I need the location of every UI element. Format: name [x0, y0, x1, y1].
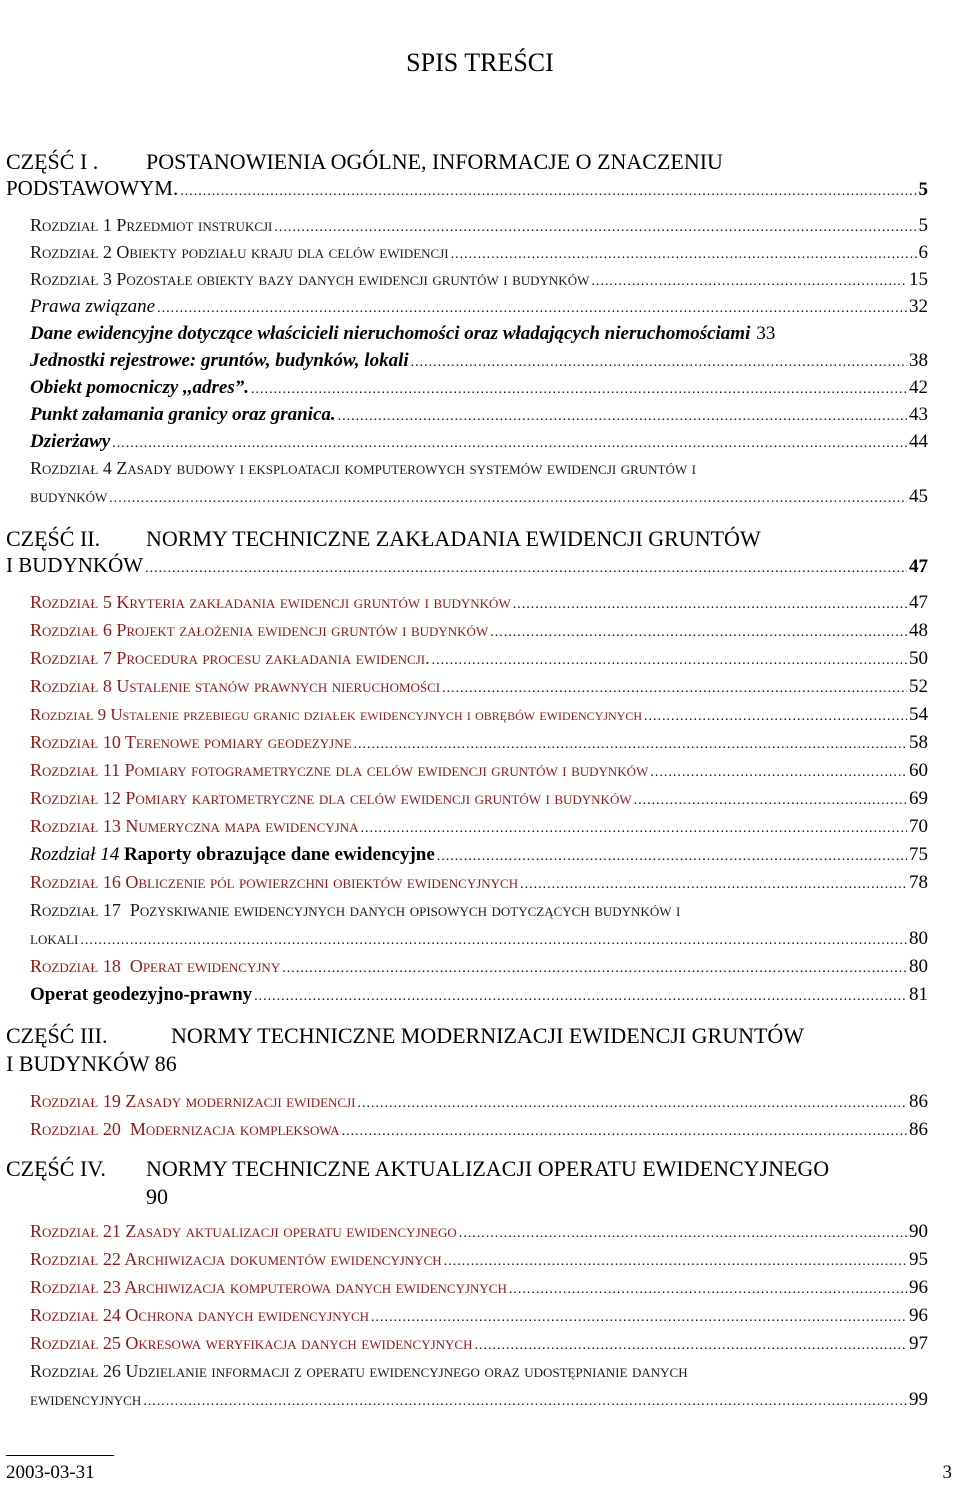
toc-entry[interactable] [30, 676, 928, 702]
page-number: 32 [909, 296, 928, 317]
page-number: 50 [909, 648, 928, 669]
page-number: 52 [909, 676, 928, 697]
toc-entry-text: ewidencyjnych [30, 1389, 142, 1409]
toc-entry[interactable] [30, 648, 928, 674]
toc-entry[interactable] [30, 1221, 928, 1247]
page-number: 90 [909, 1221, 928, 1242]
toc-entry-text: Rozdział 12 Pomiary kartometryczne dla celów ewidencji gruntów i budynków [30, 788, 632, 808]
page-number: 45 [909, 486, 928, 507]
leader-dots [338, 409, 907, 425]
toc-entry-text: Rozdział 23 Archiwizacja komputerowa danych ewidencyjnych [30, 1277, 507, 1297]
page-number: 38 [909, 350, 928, 371]
leader-dots [650, 765, 907, 781]
leader-dots [112, 436, 907, 452]
page-number: 6 [918, 242, 928, 263]
leader-dots [354, 737, 907, 753]
part-2-label: CZĘŚĆ II. [6, 526, 101, 551]
leader-dots [360, 821, 907, 837]
part-1-entry[interactable] [6, 176, 928, 202]
page-number: 99 [909, 1389, 928, 1410]
toc-entry-text: budynków [30, 486, 108, 506]
toc-entry[interactable] [30, 704, 928, 730]
toc-entry-text: Rozdział 18 Operat ewidencyjny [30, 956, 281, 976]
part-3-label: CZĘŚĆ III. [6, 1023, 108, 1048]
page-number: 78 [909, 872, 928, 893]
leader-dots [634, 793, 907, 809]
leader-dots [432, 653, 907, 669]
toc-entry[interactable] [30, 323, 928, 349]
leader-dots [157, 301, 907, 317]
page-number: 81 [909, 984, 928, 1005]
leader-dots [475, 1338, 908, 1354]
toc-entry[interactable] [30, 296, 928, 322]
leader-dots [180, 184, 916, 200]
toc-entry-text: Dane ewidencyjne dotyczące właścicieli nieruchomości oraz władających nieruchomościami [30, 323, 751, 344]
part-3-heading-cont [6, 1050, 926, 1078]
toc-entry-text: Rozdział 17 Pozyskiwanie ewidencyjnych danych opisowych dotyczących budynków i [30, 900, 681, 920]
page-number: 5 [918, 215, 928, 236]
toc-entry[interactable] [30, 1305, 928, 1331]
leader-dots [444, 1254, 907, 1270]
toc-entry[interactable] [30, 788, 928, 814]
page-number: 86 [909, 1119, 928, 1140]
part-2-title-cont: I BUDYNKÓW [6, 553, 144, 577]
leader-dots [513, 597, 907, 613]
toc-entry-text: Rozdział 6 Projekt założenia ewidencji gruntów i budynków [30, 620, 489, 640]
part-4-heading [6, 1155, 926, 1183]
footer-date: 2003-03-31 [6, 1462, 95, 1483]
page-number: 15 [909, 269, 928, 290]
toc-entry-line1[interactable] [30, 1361, 928, 1387]
toc-entry[interactable] [30, 956, 928, 982]
page-number: 42 [909, 377, 928, 398]
toc-entry[interactable] [30, 242, 928, 268]
toc-entry[interactable] [30, 592, 928, 618]
toc-entry-text: Rozdział 20 Modernizacja kompleksowa [30, 1119, 340, 1139]
toc-entry[interactable] [30, 1091, 928, 1117]
leader-dots [644, 709, 907, 725]
toc-entry-text: Rozdział 7 Procedura procesu zakładania ewidencji. [30, 648, 430, 668]
toc-entry[interactable] [30, 872, 928, 898]
leader-dots [145, 561, 907, 577]
part-2-heading [6, 525, 926, 553]
toc-entry-text: Rozdział 2 Obiekty podziału kraju dla celów ewidencji [30, 242, 449, 262]
toc-entry[interactable] [30, 844, 928, 870]
page-number: 80 [909, 956, 928, 977]
leader-dots [520, 877, 907, 893]
toc-entry-text: Prawa związane [30, 296, 156, 317]
toc-entry-text: Dzierżawy [30, 431, 111, 452]
toc-entry-line1[interactable] [30, 458, 928, 484]
toc-entry-text: Rozdział 24 Ochrona danych ewidencyjnych [30, 1305, 370, 1325]
page-number: 43 [909, 404, 928, 425]
toc-entry-text: Rozdział 14 [30, 844, 124, 865]
toc-entry-text: Rozdział 26 Udzielanie informacji z operatu ewidencyjnego oraz udostępnianie danych [30, 1361, 688, 1381]
footer-rule [6, 1455, 114, 1456]
page-number: 80 [909, 928, 928, 949]
part-1-title: POSTANOWIENIA OGÓLNE, INFORMACJE O ZNACZENIU [146, 149, 723, 174]
toc-entry[interactable] [30, 1249, 928, 1275]
leader-dots [490, 625, 907, 641]
leader-dots [357, 1096, 907, 1112]
page-number: 70 [909, 816, 928, 837]
leader-dots [109, 491, 907, 507]
page-number: 44 [909, 431, 928, 452]
toc-entry-text: Rozdział 4 Zasady budowy i eksploatacji komputerowych systemów ewidencji gruntów i [30, 458, 696, 478]
leader-dots [451, 247, 917, 263]
toc-entry-text: Rozdział 16 Obliczenie pól powierzchni obiektów ewidencyjnych [30, 872, 519, 892]
leader-dots [80, 933, 907, 949]
page-number: 60 [909, 760, 928, 781]
leader-dots [459, 1226, 907, 1242]
toc-entry[interactable] [30, 760, 928, 786]
toc-entry-text: Rozdział 19 Zasady modernizacji ewidencji [30, 1091, 356, 1111]
toc-entry-text: Rozdział 25 Okresowa weryfikacja danych ewidencyjnych [30, 1333, 473, 1353]
leader-dots [274, 220, 916, 236]
toc-entry-text: Rozdział 22 Archiwizacja dokumentów ewidencyjnych [30, 1249, 442, 1269]
toc-entry-text: Rozdział 13 Numeryczna mapa ewidencyjna [30, 816, 359, 836]
toc-entry-text: Rozdział 3 Pozostałe obiekty bazy danych ewidencji gruntów i budynków [30, 269, 590, 289]
leader-dots [509, 1282, 907, 1298]
page-number: 54 [909, 704, 928, 725]
toc-entry-text: Rozdział 9 Ustalenie przebiegu granic działek ewidencyjnych i obrębów ewidencyjnych [30, 705, 643, 724]
page-number: 69 [909, 788, 928, 809]
page-number: 33 [756, 323, 776, 344]
toc-entry[interactable] [30, 215, 928, 241]
part-2-entry[interactable] [6, 553, 928, 579]
toc-entry-text: lokali [30, 928, 79, 948]
leader-dots [254, 989, 907, 1005]
toc-entry[interactable] [30, 928, 928, 954]
toc-entry[interactable] [30, 486, 928, 512]
toc-entry[interactable] [30, 350, 928, 376]
page-number: 96 [909, 1277, 928, 1298]
toc-entry-text: Rozdział 21 Zasady aktualizacji operatu ewidencyjnego [30, 1221, 457, 1241]
part-3-title-cont: I BUDYNKÓW 86 [6, 1051, 177, 1076]
leader-dots [591, 274, 907, 290]
page-number: 95 [909, 1249, 928, 1270]
page-number: 48 [909, 620, 928, 641]
toc-entry-text: Punkt załamania granicy oraz granica. [30, 404, 336, 425]
page-number: 47 [909, 556, 928, 577]
part-4-heading-cont [146, 1183, 346, 1211]
toc-entry[interactable] [30, 1277, 928, 1303]
page-number: 75 [909, 844, 928, 865]
toc-entry[interactable] [30, 377, 928, 403]
toc-entry-line1[interactable] [30, 900, 928, 926]
toc-entry[interactable] [30, 984, 928, 1010]
page-number: 58 [909, 732, 928, 753]
toc-entry-text: Rozdział 8 Ustalenie stanów prawnych nieruchomości [30, 676, 441, 696]
toc-entry[interactable] [30, 1119, 928, 1145]
toc-entry[interactable] [30, 404, 928, 430]
toc-entry[interactable] [30, 1333, 928, 1359]
leader-dots [411, 355, 907, 371]
toc-entry-text: Rozdział 5 Kryteria zakładania ewidencji gruntów i budynków [30, 592, 511, 612]
page-number: 5 [918, 179, 928, 200]
page-number: 47 [909, 592, 928, 613]
part-1-title-cont: PODSTAWOWYM. [6, 176, 179, 200]
toc-entry-text: Rozdział 10 Terenowe pomiary geodezyjne [30, 732, 352, 752]
page-title: SPIS TREŚCI [406, 48, 554, 77]
part-1-heading [6, 148, 926, 176]
toc-entry-text: Operat geodezyjno-prawny [30, 984, 253, 1005]
toc-entry[interactable] [30, 732, 928, 758]
toc-entry-text: Obiekt pomocniczy ,,adres”. [30, 377, 250, 398]
footer-page-number: 3 [942, 1462, 952, 1483]
page-number: 96 [909, 1305, 928, 1326]
part-3-heading [6, 1022, 926, 1050]
page-number: 97 [909, 1333, 928, 1354]
toc-entry[interactable] [30, 1389, 928, 1415]
leader-dots [143, 1394, 907, 1410]
leader-dots [371, 1310, 907, 1326]
leader-dots [437, 849, 907, 865]
part-1-label: CZĘŚĆ I . [6, 149, 99, 174]
part-3-title: NORMY TECHNICZNE MODERNIZACJI EWIDENCJI GRUNTÓW [171, 1023, 805, 1048]
toc-entry[interactable] [30, 620, 928, 646]
toc-entry[interactable] [30, 431, 928, 457]
page-number: 86 [909, 1091, 928, 1112]
leader-dots [282, 961, 907, 977]
leader-dots [251, 382, 907, 398]
part-4-title-cont: 90 [146, 1184, 168, 1209]
toc-entry[interactable] [30, 816, 928, 842]
leader-dots [342, 1124, 907, 1140]
toc-entry-text: Rozdział 1 Przedmiot instrukcji [30, 215, 273, 235]
part-4-label: CZĘŚĆ IV. [6, 1156, 106, 1181]
toc-entry-text: Rozdział 11 Pomiary fotogrametryczne dla celów ewidencji gruntów i budynków [30, 760, 649, 780]
part-4-title: NORMY TECHNICZNE AKTUALIZACJI OPERATU EWIDENCYJNEGO [146, 1156, 830, 1181]
toc-entry[interactable] [30, 269, 928, 295]
toc-entry-text-bold: Raporty obrazujące dane ewidencyjne [123, 844, 435, 865]
part-2-title: NORMY TECHNICZNE ZAKŁADANIA EWIDENCJI GRUNTÓW [146, 526, 761, 551]
toc-entry-text: Jednostki rejestrowe: gruntów, budynków, lokali [30, 350, 409, 371]
leader-dots [442, 681, 907, 697]
